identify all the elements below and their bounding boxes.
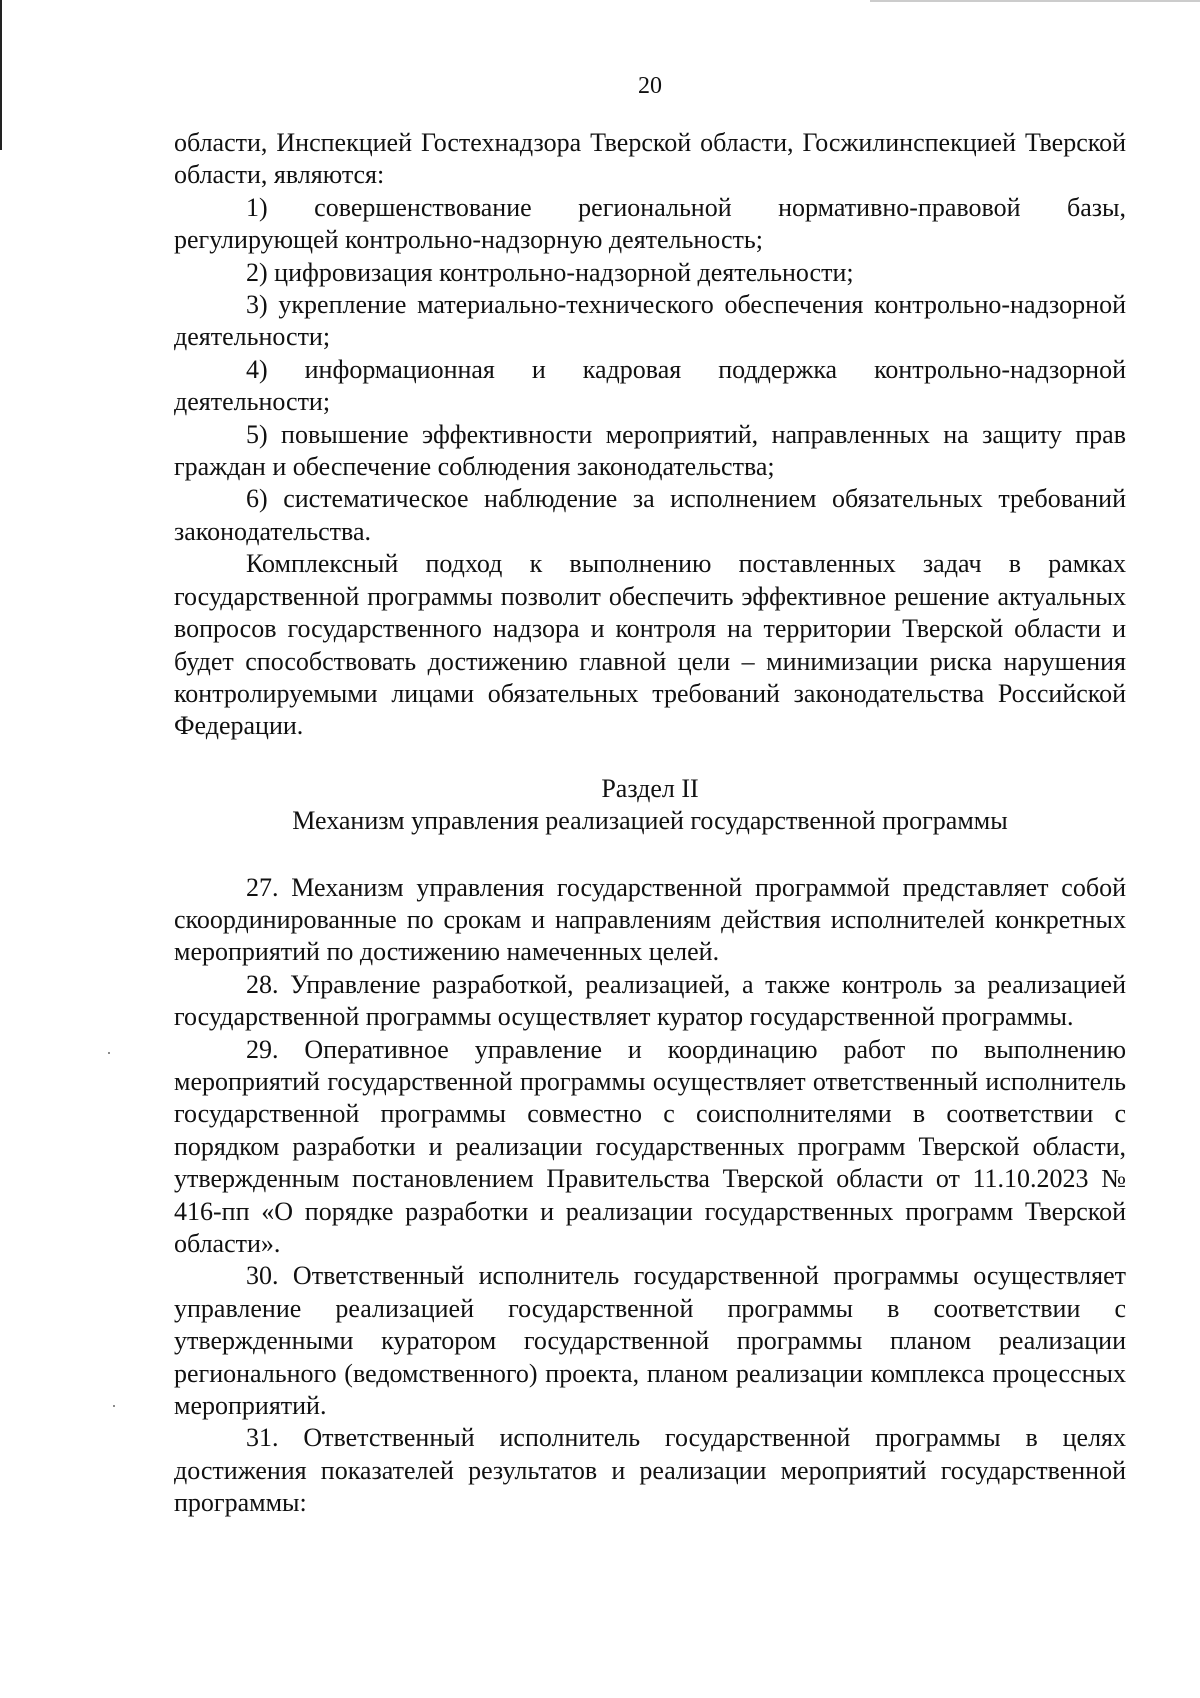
clause-paragraph: 29. Оперативное управление и координацию работ по выполнению мероприятий государственной программы осуществляет ответственный исполнитель государственной программы совместно с соисполнителями в соответствии с порядком разработки и реализации государственных программ Тверской области, утвержденным постановлением Правительства Тверской области от 11.10.2023 № 416-пп «О порядке разработки и реализации государственных программ Тверской области». (174, 1034, 1126, 1258)
list-item: 1) совершенствование региональной нормативно-правовой базы, регулирующей контрольно-надзорную деятельность; (174, 192, 1126, 255)
list-item: 6) систематическое наблюдение за исполнением обязательных требований законодательства. (174, 484, 1126, 546)
document-body (174, 127, 1126, 1520)
section-label: Раздел II (601, 773, 699, 803)
clause-paragraph: 31. Ответственный исполнитель государственной программы в целях достижения показателей результатов и реализации мероприятий государственной программы: (174, 1423, 1126, 1518)
scan-speck (113, 1405, 115, 1407)
page-number: 20 (638, 73, 662, 99)
clause-paragraph: 30. Ответственный исполнитель государственной программы осуществляет управление реализацией государственной программы в соответствии с утвержденными куратором государственной программы планом реализации регионального (ведомственного) проекта, планом реализации комплекса процессных мероприятий. (174, 1261, 1126, 1421)
list-item: 4) информационная и кадровая поддержка контрольно-надзорной деятельности; (174, 354, 1126, 417)
list-item: 5) повышение эффективности мероприятий, направленных на защиту прав граждан и обеспечение соблюдения законодательства; (174, 419, 1126, 482)
clause-paragraph: 28. Управление разработкой, реализацией, а также контроль за реализацией государственной программы осуществляет куратор государственной программы. (174, 969, 1126, 1032)
section-title: Механизм управления реализацией государственной программы (292, 806, 1008, 836)
clause-paragraph: 27. Механизм управления государственной программой представляет собой скоординированные по срокам и направлениям действия исполнителей конкретных мероприятий по достижению намеченных целей. (174, 872, 1126, 967)
scan-edge-top (870, 0, 1200, 2)
scan-speck (108, 1052, 110, 1054)
list-item: 2) цифровизация контрольно-надзорной деятельности; (246, 257, 854, 287)
list-item: 3) укрепление материально-технического обеспечения контрольно-надзорной деятельности; (174, 290, 1126, 352)
paragraph-continuation: области, Инспекцией Гостехнадзора Тверской области, Госжилинспекцией Тверской области, являются: (174, 128, 1126, 190)
paragraph-summary: Комплексный подход к выполнению поставленных задач в рамках государственной программы позволит обеспечить эффективное решение актуальных вопросов государственного надзора и контроля на территории Тверской области и будет способствовать достижению главной цели – минимизации риска нарушения контролируемыми лицами обязательных требований законодательства Российской Федерации. (174, 549, 1126, 741)
